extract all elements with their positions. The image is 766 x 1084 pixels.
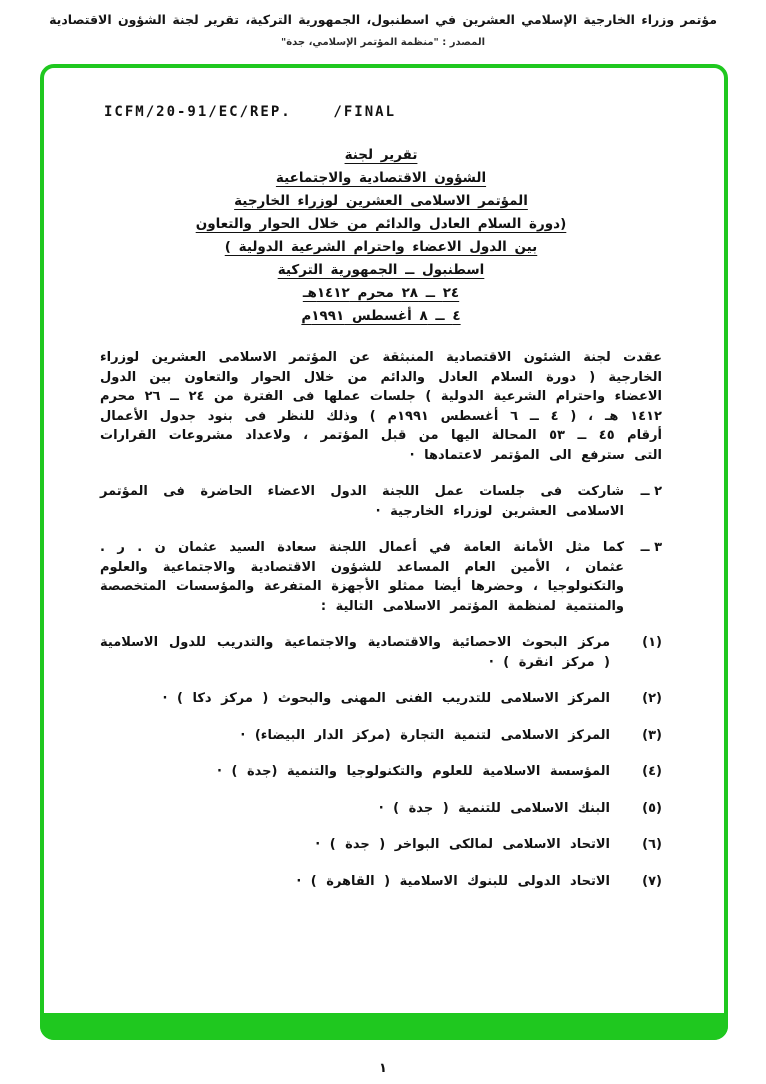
title-line: الشؤون الاقتصادية والاجتماعية [275, 170, 487, 186]
paragraph-1: عقدت لجنة الشئون الاقتصادية المنبثقة عن المؤتمر الاسلامى العشرين لوزراء الخارجية ( دورة السلام العادل والدائم من خلال الحوار والتعاون بين الدول الاعضاء واحترام الشرعية الدولية ) جلسات عملها فى الفترة من ٢٤ ــ ٢٦ محرم ١٤١٢ هـ ، ( ٤ ــ ٦ أغسطس ١٩٩١م ) وذلك للنظر فى بنود جدول الأعمال أرقام ٤٥ ــ ٥٣ المحالة اليها من قبل المؤتمر ، ولاعداد مشروعات القرارات التى سترفع الى المؤتمر لاعتمادها · [100, 350, 662, 463]
paragraph-2 [100, 482, 662, 521]
document-reference: ICFM/20-91/EC/REP. /FINAL [104, 104, 397, 120]
list-item-number: (٥) [642, 800, 662, 816]
document-content [44, 68, 724, 1036]
list-item [100, 799, 662, 819]
title-line: المؤتمر الاسلامى العشرين لوزراء الخارجية [234, 193, 528, 209]
list-item-text: المؤسسة الاسلامية للعلوم والتكنولوجيا والتنمية (جدة ) · [217, 764, 610, 779]
title-line: ٤ ــ ٨ أغسطس ١٩٩١م [301, 308, 461, 324]
list-item-text: مركز البحوث الاحصائية والاقتصادية والاجتماعية والتدريب للدول الاسلامية ( مركز انقرة ) · [100, 635, 610, 670]
page-number: ١ [379, 1061, 387, 1076]
paragraph-3-number: ٣ ــ [640, 540, 662, 555]
list-item [100, 872, 662, 892]
catalog-header [0, 0, 766, 48]
paragraph-3-text: كما مثل الأمانة العامة في أعمال اللجنة سعادة السيد عثمان ن . ر . عثمان ، الأمين العام المساعد للشؤون الاقتصادية والاجتماعية والعلوم والتكنولوجيا ، وحضرها أيضا ممثلو الأجهزة المتفرعة والمؤسسات المتخصصة والمنتمية لمنظمة المؤتمر الاسلامى التالية : [100, 540, 624, 614]
list-item-number: (٦) [642, 837, 662, 852]
list-item [100, 726, 662, 746]
paragraph-2-number: ٢ ــ [640, 484, 662, 499]
list-item-text: الاتحاد الدولى للبنوك الاسلامية ( القاهرة ) · [296, 873, 610, 889]
header-title: مؤتمر وزراء الخارجية الإسلامي العشرين في اسطنبول، الجمهورية التركية، تقرير لجنة الشؤون الاقتصادية [49, 12, 717, 27]
header-source: المصدر : "منظمة المؤتمر الإسلامي، جدة" [280, 37, 485, 48]
title-line: (دورة السلام العادل والدائم من خلال الحوار والتعاون [195, 216, 567, 232]
list-item-number: (١) [642, 635, 662, 650]
list-item-number: (٣) [642, 727, 662, 743]
bottom-green-bar [40, 1013, 728, 1040]
list-item-number: (٧) [642, 873, 662, 889]
list-item [100, 762, 662, 782]
paragraph-3 [100, 538, 662, 616]
list-item-number: (٤) [642, 764, 662, 779]
organizations-list [100, 633, 662, 891]
title-line: اسطنبول ــ الجمهورية التركية [277, 262, 485, 278]
list-item-number: (٢) [642, 691, 662, 706]
list-item-text: البنك الاسلامى للتنمية ( جدة ) · [378, 800, 610, 816]
document-title-block [100, 144, 662, 328]
paragraph-2-text: شاركت فى جلسات عمل اللجنة الدول الاعضاء الحاضرة فى المؤتمر الاسلامى العشرين لوزراء الخارجية · [100, 484, 624, 519]
list-item-text: الاتحاد الاسلامى لمالكى البواخر ( جدة ) · [315, 837, 610, 852]
title-line: ٢٤ ــ ٢٨ محرم ١٤١٢هـ [302, 285, 460, 301]
list-item-text: المركز الاسلامى لتنمية التجارة (مركز الدار البيضاء) · [240, 727, 610, 743]
list-item [100, 689, 662, 709]
title-line: تقرير لجنة [344, 147, 418, 163]
document-frame [40, 64, 728, 1040]
list-item [100, 835, 662, 855]
title-line: بين الدول الاعضاء واحترام الشرعية الدولية ) [224, 239, 538, 255]
list-item [100, 633, 662, 672]
list-item-text: المركز الاسلامى للتدريب الفنى المهنى والبحوث ( مركز دكا ) · [162, 691, 610, 706]
